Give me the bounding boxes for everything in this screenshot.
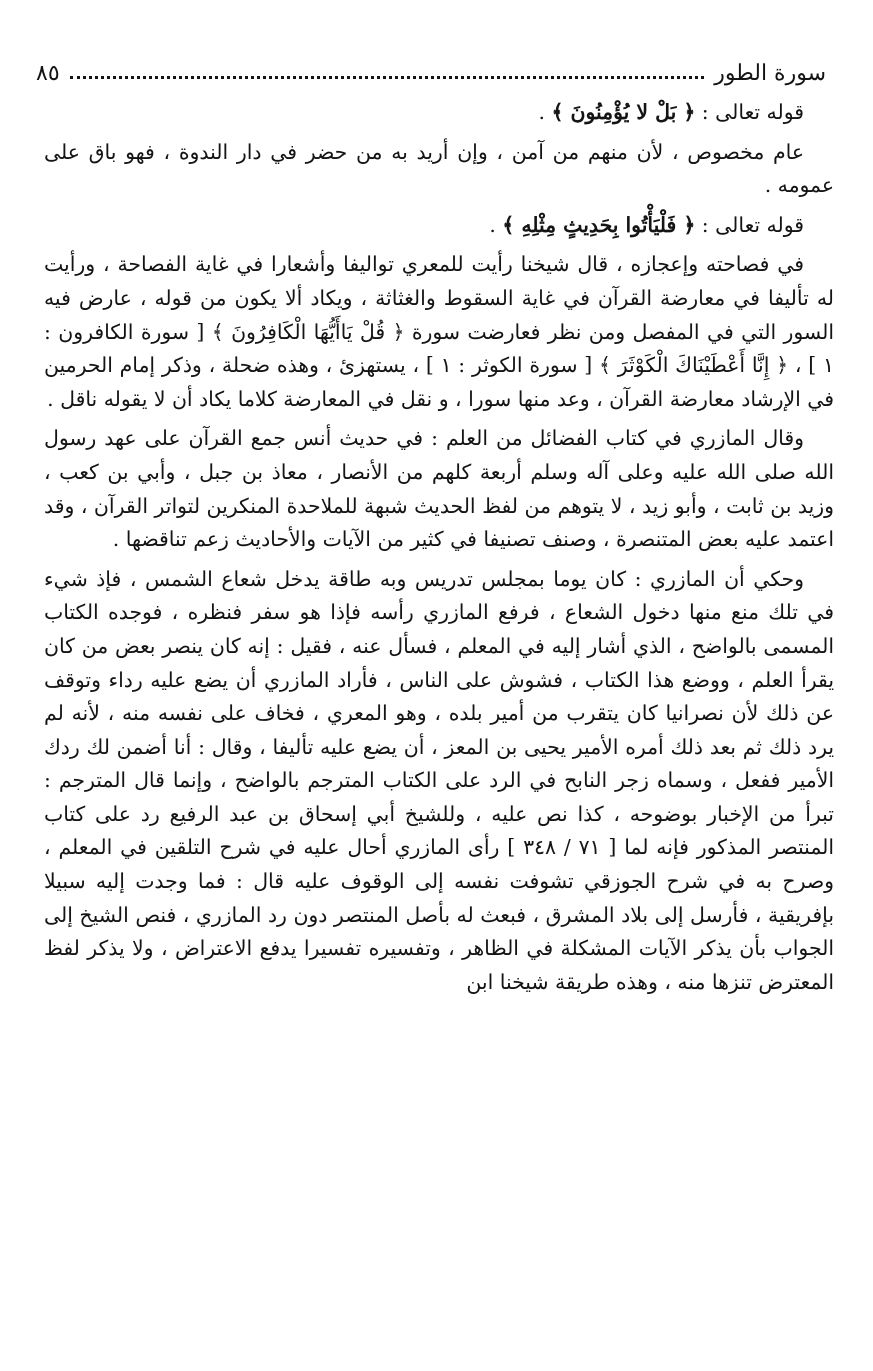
surah-title: سورة الطور (714, 60, 826, 86)
verse-intro: قوله تعالى : (695, 212, 804, 237)
commentary-paragraph: وقال المازري في كتاب الفضائل من العلم : في حديث أنس جمع القرآن على عهد رسول الله صلى الله عليه وعلى آله وسلم أربعة كلهم من الأنصار ، معاذ بن جبل ، وأبي بن كعب ، وزيد بن ثابت ، وأبو زيد ، لا يتوهم من لفظ الحديث شبهة للملاحدة المنكرين لتواتر القرآن ، وقد اعتمد عليه بعض المتنصرة ، وصنف تصنيفا في كثير من الآيات والأحاديث زعم تناقضها . (44, 426, 834, 552)
verse-line (44, 96, 834, 130)
quranic-verse: ﴿ فَلْيَأْتُوا بِحَدِيثٍ مِثْلِهِ ﴾ (502, 212, 696, 237)
quranic-verse: ﴿ بَلْ لا يُؤْمِنُونَ ﴾ (551, 100, 696, 124)
commentary-paragraph: وحكي أن المازري : كان يوما بمجلس تدريس وبه طاقة يدخل شعاع الشمس ، فإذ شيء في تلك منع منها دخول الشعاع ، فرفع المازري رأسه فإذا هو سفر فنظره ، فوجده الكتاب المسمى بالواضح ، الذي أشار إليه في المعلم ، فسأل عنه ، فقيل : إنه كان ينصر بعض من كان يقرأ العلم ، ووضع هذا الكتاب ، فشوش على الناس ، فأراد المازري أن يضع عليه رداء وتوقف عن ذلك لأن نصرانيا كان يتقرب من أمير بلده ، وهو المعري ، فخاف على نفسه منه ، لأنه لم يرد ذلك ثم بعد ذلك أمره الأمير يحيى بن المعز ، أن يضع عليه تأليفا ، وقال : أنا أضمن لك ردك الأمير ففعل ، وسماه زجر النابح في الرد على الكتاب المترجم بالواضح ، وإنما قال المترجم : تبرأ من الإخبار بوضوحه ، كذا نص عليه ، وللشيخ أبي إسحاق بن عبد الرفيع رد على كتاب المنتصر المذكور فإنه لما [ ٧١ / ٣٤٨ ] رأى المازري أحال عليه في شرح التلقين في المعلم ، وصرح به في شرح الجوزقي تشوفت نفسه إلى الوقوف عليه قال : فما وجدت إليه سبيلا بإفريقية ، فأرسل إلى بلاد المشرق ، فبعث له بأصل المنتصر دون رد المازري ، فنص الشيخ إلى الجواب بأن يذكر الآيات المشكلة في الظاهر ، وتفسيره تفسيرا يدفع الاعتراض ، ولا يذكر لفظ المعترض تنزها منه ، وهذه طريقة شيخنا ابن (44, 566, 834, 994)
document-body (44, 96, 834, 999)
verse-line (44, 209, 834, 243)
commentary-paragraph: عام مخصوص ، لأن منهم من آمن ، وإن أريد به من حضر في دار الندوة ، فهو باق على عمومه . (44, 139, 834, 198)
dotted-leader (70, 76, 705, 79)
commentary-paragraph: في فصاحته وإعجازه ، قال شيخنا رأيت للمعري تواليفا وأشعارا في غاية الفصاحة ، ورأيت له تأليفا في معارضة القرآن في غاية السقوط والغثاثة ، ويكاد ألا يكون من قوله ، عارض فيه السور التي في المفصل ومن نظر فعارضت سورة ﴿ قُلْ يَاأَيُّهَا الْكَافِرُونَ ﴾ [ سورة الكافرون : ١ ] ، ﴿ إِنَّا أَعْطَيْنَاكَ الْكَوْثَرَ ﴾ [ سورة الكوثر : ١ ] ، يستهزئ ، وهذه ضحلة ، وذكر إمام الحرمين في الإرشاد معارضة القرآن ، وعد منها سورا ، و نقل في المعارضة كلاما يكاد أن لا يقوله ناقل . (44, 252, 834, 411)
verse-end: . (538, 100, 552, 124)
running-header (36, 56, 826, 90)
verse-intro: قوله تعالى : (695, 100, 804, 124)
page-number: ٨٥ (36, 60, 60, 86)
verse-end: . (489, 212, 503, 237)
